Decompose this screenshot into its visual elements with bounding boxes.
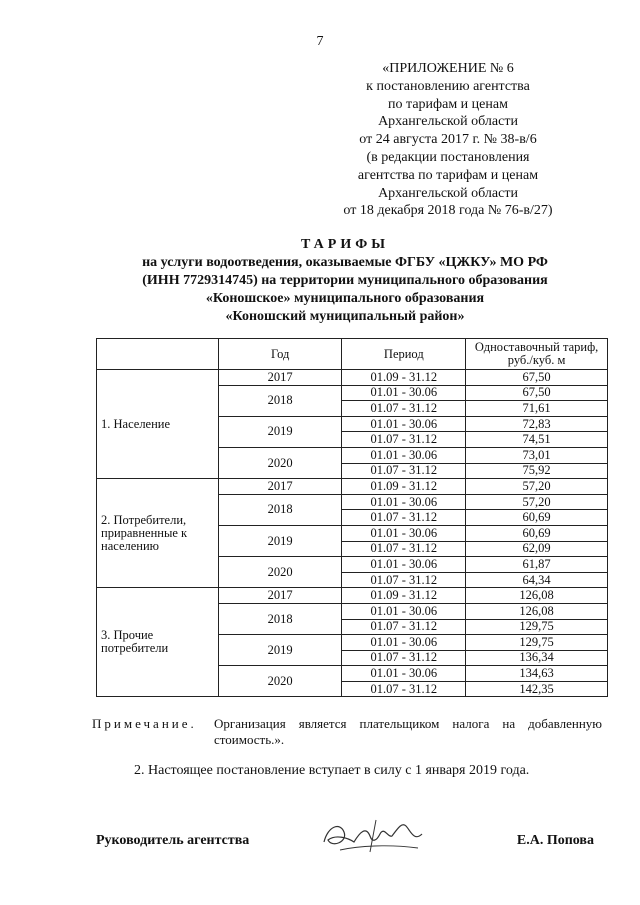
tariff-cell: 74,51 xyxy=(466,432,608,448)
period-cell: 01.07 - 31.12 xyxy=(342,401,466,417)
tariff-cell: 129,75 xyxy=(466,635,608,651)
tariff-cell: 142,35 xyxy=(466,681,608,697)
period-cell: 01.01 - 30.06 xyxy=(342,385,466,401)
period-cell: 01.01 - 30.06 xyxy=(342,557,466,573)
tariff-cell: 73,01 xyxy=(466,447,608,463)
tariff-cell: 126,08 xyxy=(466,588,608,604)
table-header-row xyxy=(97,339,608,370)
year-cell: 2017 xyxy=(218,588,342,604)
appendix-line: Архангельской области xyxy=(378,114,518,130)
period-cell: 01.01 - 30.06 xyxy=(342,494,466,510)
period-cell: 01.01 - 30.06 xyxy=(342,447,466,463)
year-cell: 2018 xyxy=(218,385,342,416)
tariff-cell: 60,69 xyxy=(466,510,608,526)
period-cell: 01.09 - 31.12 xyxy=(342,588,466,604)
header-group xyxy=(97,339,219,370)
period-cell: 01.01 - 30.06 xyxy=(342,525,466,541)
signature-mark xyxy=(318,812,428,858)
tariff-cell: 64,34 xyxy=(466,572,608,588)
group-label: 3. Прочие потребители xyxy=(97,588,219,697)
period-cell: 01.07 - 31.12 xyxy=(342,541,466,557)
period-cell: 01.01 - 30.06 xyxy=(342,666,466,682)
year-cell: 2018 xyxy=(218,603,342,634)
tariff-cell: 57,20 xyxy=(466,479,608,495)
year-cell: 2019 xyxy=(218,416,342,447)
appendix-line: агентства по тарифам и ценам xyxy=(357,167,539,183)
signer-name: Е.А. Попова xyxy=(516,833,594,848)
header-tariff: Одноставочный тариф, руб./куб. м xyxy=(466,339,608,370)
tariff-cell: 57,20 xyxy=(466,494,608,510)
tariff-cell: 126,08 xyxy=(466,603,608,619)
subtitle-line: (ИНН 7729314745) на территории муниципального образования xyxy=(142,273,548,288)
tariff-cell: 72,83 xyxy=(466,416,608,432)
subtitle-line: «Коношское» муниципального образования xyxy=(205,291,485,306)
appendix-block xyxy=(318,60,578,220)
appendix-line: Архангельской области xyxy=(378,185,518,201)
period-cell: 01.07 - 31.12 xyxy=(342,572,466,588)
period-cell: 01.07 - 31.12 xyxy=(342,681,466,697)
year-cell: 2017 xyxy=(218,479,342,495)
group-label: 1. Население xyxy=(97,370,219,479)
appendix-line: от 24 августа 2017 г. № 38-в/6 xyxy=(359,132,537,148)
subtitle-line: «Коношский муниципальный район» xyxy=(225,309,465,324)
tariff-cell: 67,50 xyxy=(466,385,608,401)
table-row xyxy=(97,370,608,386)
appendix-line: от 18 декабря 2018 года № 76-в/27) xyxy=(343,203,553,219)
appendix-line: «ПРИЛОЖЕНИЕ № 6 xyxy=(382,61,514,76)
group-label: 2. Потребители, приравненные к населению xyxy=(97,479,219,588)
note-text: Организация является плательщиком налога на добавленную стоимость.». xyxy=(214,716,602,747)
table-row xyxy=(97,588,608,604)
year-cell: 2020 xyxy=(218,666,342,697)
year-cell: 2019 xyxy=(218,525,342,556)
year-cell: 2020 xyxy=(218,447,342,478)
appendix-line: по тарифам и ценам xyxy=(388,96,508,112)
period-cell: 01.09 - 31.12 xyxy=(342,370,466,386)
header-period: Период xyxy=(342,339,466,370)
period-cell: 01.07 - 31.12 xyxy=(342,432,466,448)
tariff-table xyxy=(96,338,608,697)
signer-role: Руководитель агентства xyxy=(96,833,250,848)
tariff-cell: 62,09 xyxy=(466,541,608,557)
note-label: Примечание. xyxy=(92,716,197,731)
table-row xyxy=(97,479,608,495)
year-cell: 2017 xyxy=(218,370,342,386)
page-number: 7 xyxy=(316,34,324,49)
final-statement: 2. Настоящее постановление вступает в силу с 1 января 2019 года. xyxy=(134,763,530,778)
document-title: ТАРИФЫ xyxy=(301,237,389,252)
tariff-cell: 129,75 xyxy=(466,619,608,635)
tariff-cell: 71,61 xyxy=(466,401,608,417)
appendix-line: (в редакции постановления xyxy=(366,149,530,165)
period-cell: 01.07 - 31.12 xyxy=(342,650,466,666)
period-cell: 01.07 - 31.12 xyxy=(342,510,466,526)
subtitle-line: на услуги водоотведения, оказываемые ФГБУ «ЦЖКУ» МО РФ xyxy=(142,255,548,270)
tariff-cell: 75,92 xyxy=(466,463,608,479)
period-cell: 01.01 - 30.06 xyxy=(342,603,466,619)
tariff-cell: 60,69 xyxy=(466,525,608,541)
tariff-cell: 136,34 xyxy=(466,650,608,666)
header-year: Год xyxy=(218,339,342,370)
period-cell: 01.07 - 31.12 xyxy=(342,619,466,635)
period-cell: 01.07 - 31.12 xyxy=(342,463,466,479)
year-cell: 2020 xyxy=(218,557,342,588)
tariff-cell: 61,87 xyxy=(466,557,608,573)
appendix-line: к постановлению агентства xyxy=(366,78,530,94)
period-cell: 01.01 - 30.06 xyxy=(342,416,466,432)
tariff-cell: 67,50 xyxy=(466,370,608,386)
tariff-cell: 134,63 xyxy=(466,666,608,682)
period-cell: 01.09 - 31.12 xyxy=(342,479,466,495)
period-cell: 01.01 - 30.06 xyxy=(342,635,466,651)
title-block xyxy=(60,236,630,326)
year-cell: 2018 xyxy=(218,494,342,525)
year-cell: 2019 xyxy=(218,635,342,666)
